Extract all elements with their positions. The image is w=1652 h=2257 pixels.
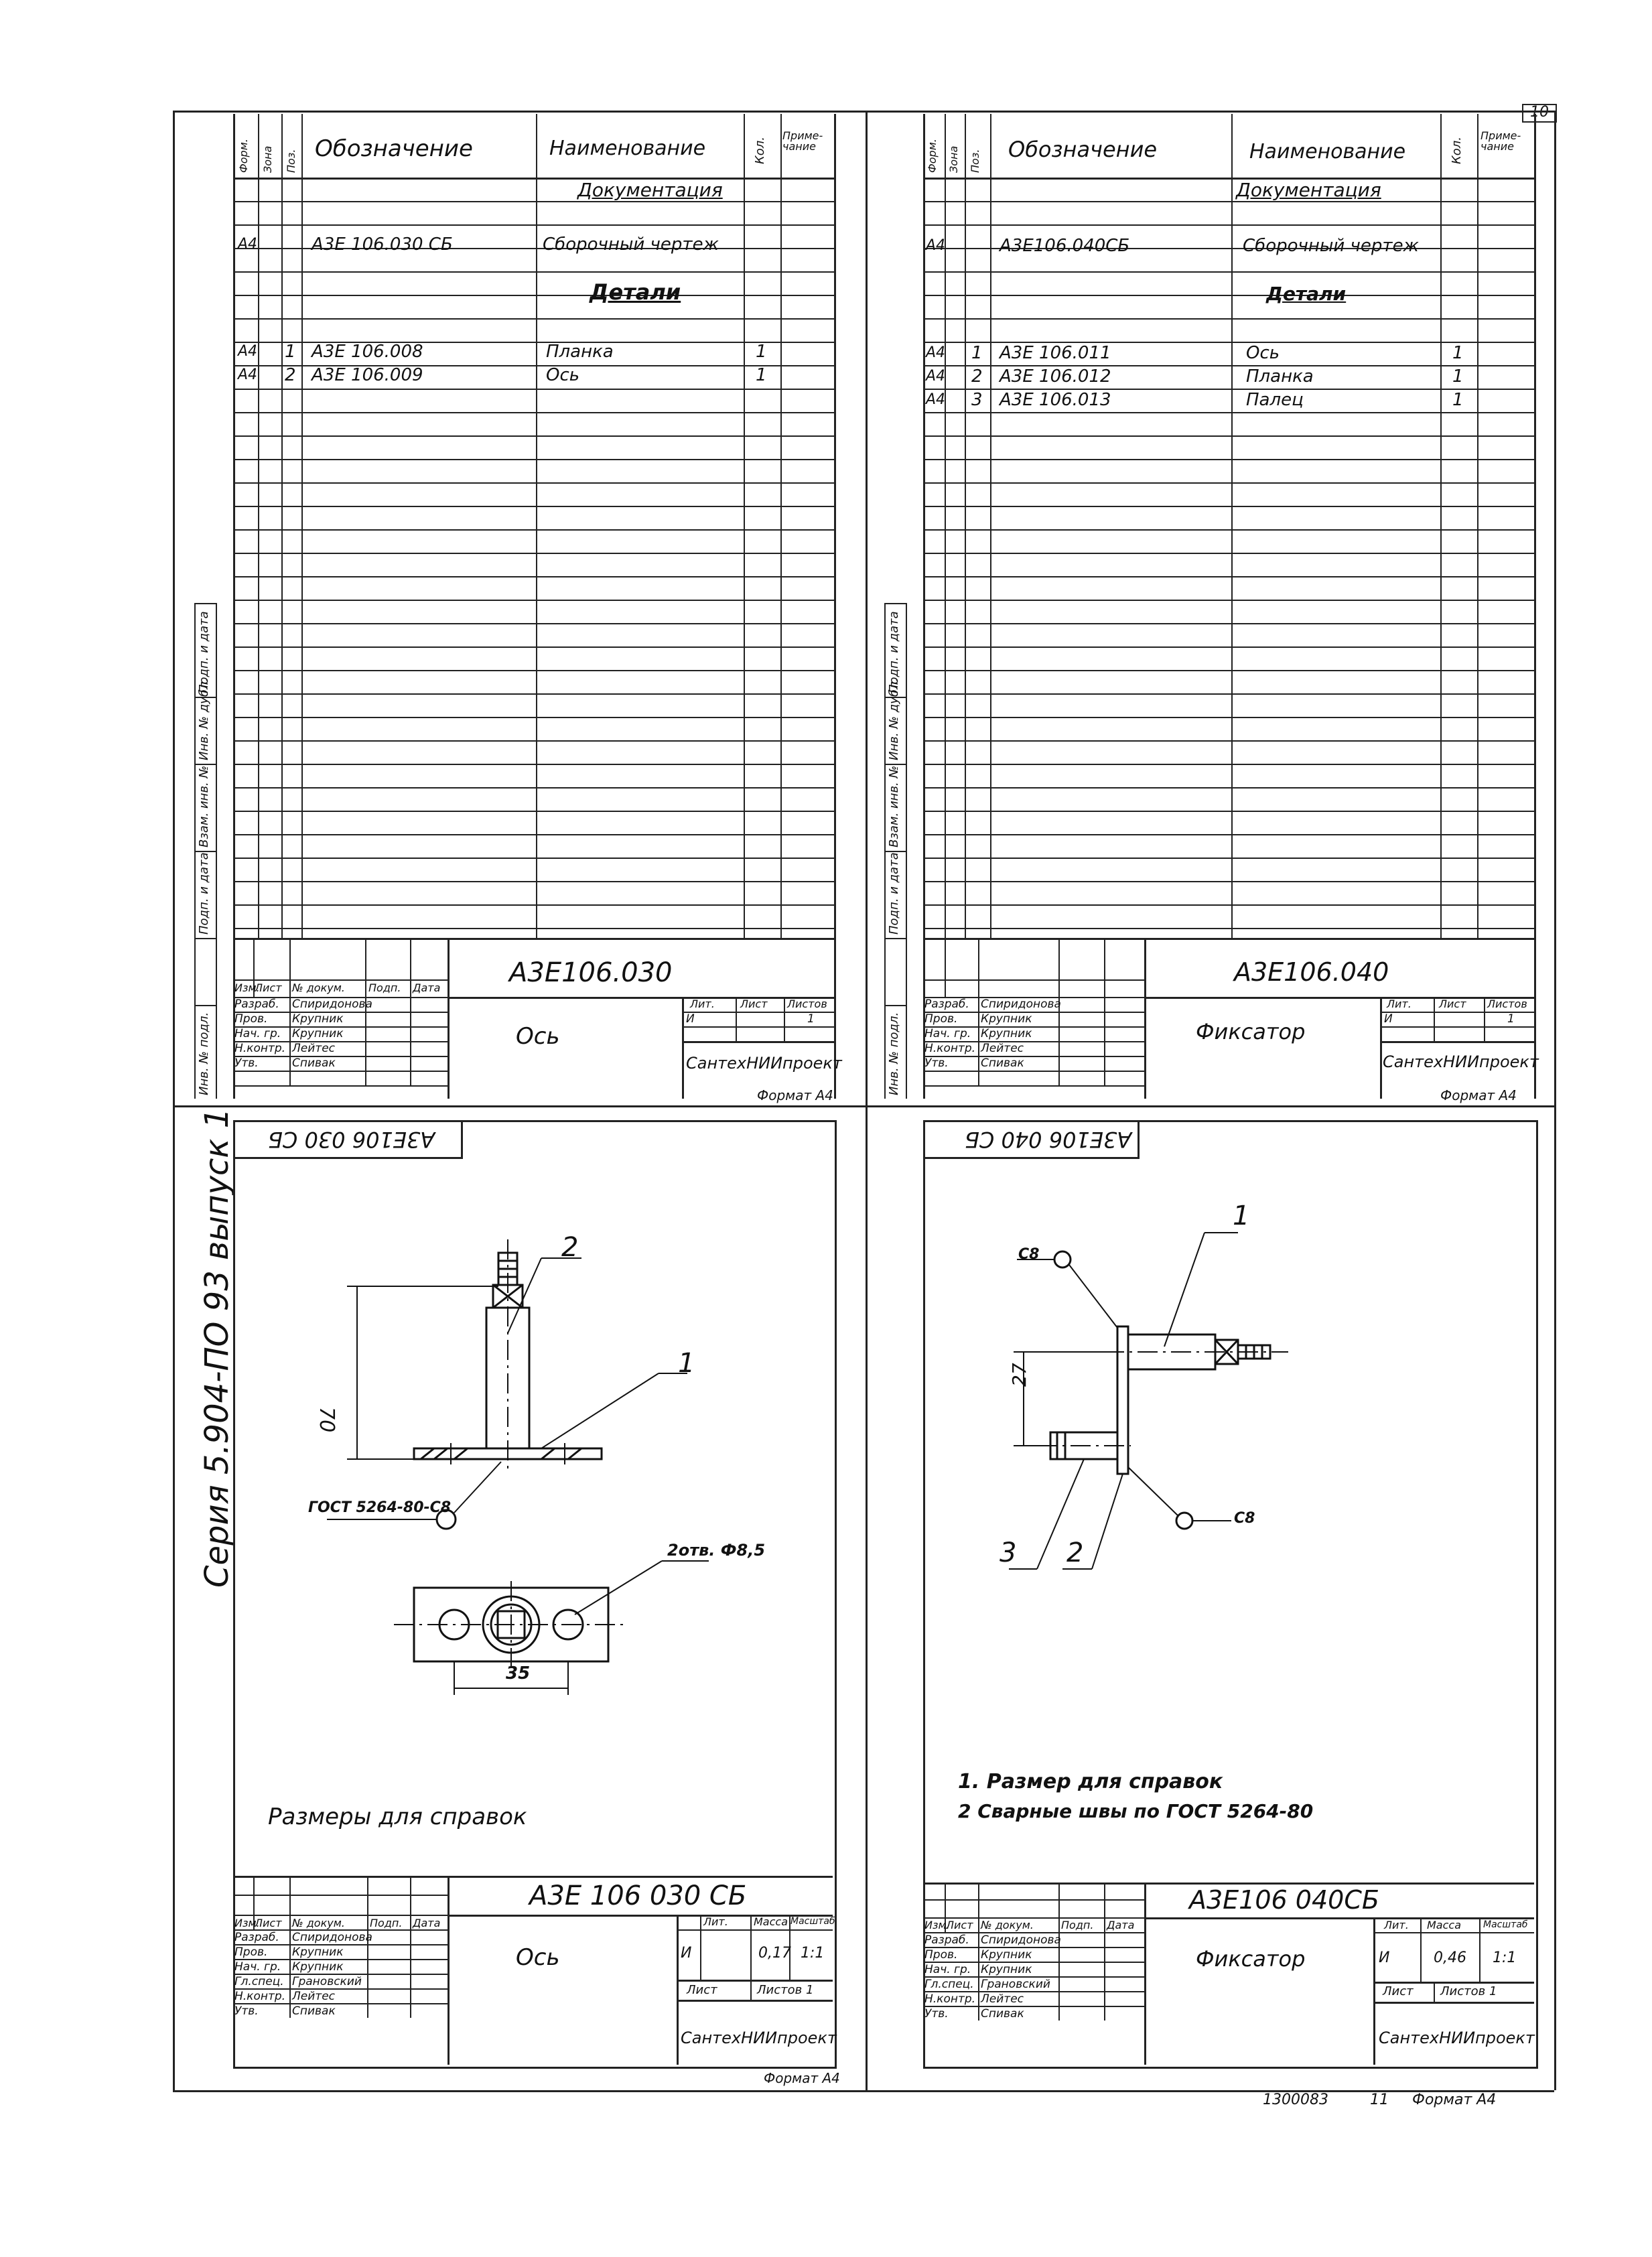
tb-row: Утв.	[234, 1056, 259, 1070]
weld-bottom: С8	[1234, 1510, 1255, 1527]
row-designation: А3Е106.040СБ	[1000, 236, 1130, 256]
lit-label: Лит.	[690, 998, 715, 1010]
table-row-line	[233, 717, 834, 718]
sheets-value: 1	[1507, 1012, 1515, 1026]
tb-role: Изм.	[234, 981, 260, 994]
sheets-label: Листов	[1487, 998, 1527, 1010]
table-row-line	[923, 412, 1534, 413]
table-row-line	[233, 881, 834, 882]
tb-name: Крупник	[292, 1945, 344, 1959]
row-designation: А3Е 106.009	[312, 365, 423, 385]
row-pos: 1	[285, 342, 296, 362]
tb-role: Дата	[413, 981, 441, 994]
section-parts: Детали	[1266, 283, 1347, 305]
doc-code: А3Е106.030	[509, 957, 673, 988]
row-pos: 3	[971, 390, 983, 410]
table-row-line	[923, 717, 1534, 718]
mass-label: Масса	[754, 1915, 788, 1928]
row-name: Ось	[546, 365, 580, 385]
tb-row: Пров.	[234, 1945, 268, 1959]
section-documentation: Документация	[577, 179, 723, 201]
tb-role: Лист	[946, 1919, 973, 1931]
mass-value: 0,17	[758, 1945, 791, 1962]
tb-row: Разраб.	[234, 998, 279, 1011]
note-2: 2 Сварные швы по ГОСТ 5264-80	[958, 1800, 1314, 1822]
leader-label-2: 2	[561, 1232, 579, 1263]
footer-page: 11	[1370, 2092, 1389, 2108]
tb-row: Н.контр.	[924, 1992, 976, 2006]
row-pos: 2	[285, 365, 296, 385]
doc-code: А3Е106.040	[1234, 957, 1389, 987]
tb-role: № докум.	[292, 1917, 345, 1929]
row-pos: 1	[971, 343, 983, 363]
row-name: Планка	[546, 342, 614, 362]
leader-label-3: 3	[1000, 1537, 1017, 1568]
tb-role: Подп.	[370, 1917, 403, 1929]
row-qty: 1	[1452, 343, 1464, 363]
table-row-line	[233, 224, 834, 226]
table-row-line	[923, 858, 1534, 859]
sheet-label: Лист	[687, 1983, 717, 1997]
table-row-line	[923, 295, 1534, 296]
tb-name: Лейтес	[981, 1992, 1024, 2006]
lit-label: Лит.	[703, 1915, 728, 1928]
stamp-label: Подп. и дата	[197, 852, 211, 935]
page-number: 10	[1530, 104, 1549, 121]
lit-label: Лит.	[1387, 998, 1412, 1010]
table-row-line	[233, 670, 834, 671]
table-row-line	[233, 271, 834, 273]
row-designation: А3Е 106.013	[1000, 390, 1111, 410]
table-row-line	[233, 928, 834, 929]
tb-row: Н.контр.	[234, 1042, 286, 1055]
table-row-line	[233, 318, 834, 320]
table-row-line	[923, 224, 1534, 226]
row-qty: 1	[756, 365, 767, 385]
row-name: Сборочный чертеж	[543, 234, 719, 255]
table-row-line	[923, 740, 1534, 742]
frame-center	[866, 111, 868, 2090]
row-qty: 1	[1452, 366, 1464, 387]
sheets-label: Листов	[787, 998, 827, 1010]
row-format: А4	[238, 236, 258, 253]
tb-role: Лист	[255, 981, 282, 994]
stamp-label: Инв. № дубл.	[887, 677, 901, 760]
table-row-line	[923, 670, 1534, 671]
table-row-line	[233, 600, 834, 601]
doc-title: Фиксатор	[1196, 1946, 1306, 1972]
tb-row: Разраб.	[924, 998, 969, 1011]
footer-format: Формат А4	[1412, 2092, 1497, 2108]
dim-width: 35	[506, 1663, 531, 1684]
tb-name: Крупник	[981, 1963, 1032, 1976]
table-row-line	[233, 646, 834, 648]
lit-value: И	[681, 1945, 692, 1962]
lit-value: И	[686, 1012, 695, 1026]
tb-row: Пров.	[924, 1012, 958, 1026]
organization: СантехНИИпроект	[1379, 2029, 1535, 2047]
organization: СантехНИИпроект	[1383, 1052, 1539, 1071]
table-row-line	[923, 553, 1534, 554]
tb-name: Крупник	[981, 1012, 1032, 1026]
table-row-line	[233, 389, 834, 390]
tb-name: Крупник	[981, 1948, 1032, 1962]
col-header-format: Форм.	[926, 139, 939, 173]
scale-value: 1:1	[801, 1945, 825, 1962]
leader-label-1: 1	[1233, 1201, 1250, 1231]
tb-role: № докум.	[292, 981, 345, 994]
stamp-label: Подп. и дата	[887, 611, 901, 693]
table-row-line	[233, 576, 834, 577]
tb-row: Утв.	[924, 2007, 949, 2021]
tb-name: Крупник	[292, 1012, 344, 1026]
section-documentation: Документация	[1236, 179, 1381, 201]
col-header-note: Приме-чание	[782, 129, 823, 153]
format-label: Формат А4	[764, 2070, 840, 2086]
mass-value: 0,46	[1434, 1950, 1466, 1966]
col-header-name: Наименование	[1249, 140, 1406, 163]
tb-name: Лейтес	[292, 1990, 335, 2003]
mass-label: Масса	[1427, 1919, 1462, 1931]
organization: СантехНИИпроект	[681, 2029, 837, 2047]
tb-row: Утв.	[234, 2004, 259, 2018]
stamp-label: Взам. инв. №	[887, 765, 901, 847]
sheet-label: Лист	[1383, 1984, 1414, 1998]
frame-top	[173, 111, 1554, 113]
col-header-pos: Поз.	[969, 149, 981, 173]
sheets-label: Листов 1	[1440, 1984, 1497, 1998]
note-1: 1. Размер для справок	[958, 1770, 1223, 1793]
tb-role: Изм.	[924, 1919, 950, 1931]
tb-name: Спиридонова	[292, 1931, 372, 1944]
table-row-line	[233, 435, 834, 437]
latch-drawing	[923, 1159, 1534, 1695]
table-row-line	[923, 623, 1534, 624]
sheets-label: Листов 1	[757, 1983, 814, 1997]
lit-value: И	[1379, 1950, 1390, 1966]
dim-height: 70	[315, 1407, 338, 1433]
row-qty: 1	[756, 342, 767, 362]
sheet-label: Лист	[1439, 998, 1466, 1010]
col-header-zone: Зона	[947, 145, 960, 173]
tb-row: Нач. гр.	[924, 1963, 971, 1976]
row-format: А4	[926, 344, 946, 361]
row-designation: А3Е 106.030 СБ	[312, 234, 453, 255]
lit-label: Лит.	[1384, 1919, 1409, 1931]
tb-name: Спиридонова	[292, 998, 372, 1011]
tb-role: Подп.	[1061, 1919, 1094, 1931]
frame-left	[173, 111, 175, 2090]
row-name: Сборочный чертеж	[1243, 236, 1419, 256]
frame-right	[1554, 111, 1556, 2090]
row-format: А4	[238, 343, 258, 360]
tb-name: Крупник	[981, 1027, 1032, 1040]
frame-bottom	[173, 2090, 1554, 2092]
stamp-label: Взам. инв. №	[197, 765, 211, 847]
tb-row: Разраб.	[234, 1931, 279, 1944]
table-row-line	[923, 435, 1534, 437]
tb-name: Грановский	[981, 1978, 1050, 1991]
table-row-line	[923, 811, 1534, 812]
table-row-line	[233, 553, 834, 554]
weld-top: С8	[1018, 1246, 1040, 1263]
footer-code: 1300083	[1263, 2092, 1328, 2108]
corner-code: А3Е106 030 СБ	[268, 1127, 435, 1152]
tb-row: Пров.	[234, 1012, 268, 1026]
tb-name: Спивак	[292, 2004, 336, 2018]
stamp-label: Инв. № дубл.	[197, 677, 211, 760]
col-header-format: Форм.	[237, 139, 250, 173]
table-row-line	[923, 318, 1534, 320]
row-format: А4	[238, 366, 258, 383]
tb-role: Дата	[413, 1917, 441, 1929]
tb-name: Грановский	[292, 1975, 362, 1988]
col-header-pos: Поз.	[285, 149, 297, 173]
weld-spec: ГОСТ 5264-80-С8	[308, 1499, 452, 1516]
stamp-label: Подп. и дата	[197, 611, 211, 693]
stamp-label: Инв. № подл.	[197, 1012, 211, 1095]
row-name: Ось	[1246, 343, 1280, 363]
col-header-name: Наименование	[549, 137, 706, 160]
table-row-line	[233, 295, 834, 296]
table-row-line	[233, 459, 834, 460]
corner-code: А3Е106 040 СБ	[965, 1127, 1132, 1152]
tb-name: Спивак	[981, 1056, 1024, 1070]
leader-label-2: 2	[1066, 1537, 1084, 1568]
row-format: А4	[926, 368, 946, 385]
table-row-line	[923, 646, 1534, 648]
tb-row: Нач. гр.	[924, 1027, 971, 1040]
tb-role: № докум.	[981, 1919, 1034, 1931]
row-name: Палец	[1246, 390, 1304, 410]
table-row-line	[923, 787, 1534, 789]
dim-27: 27	[1008, 1363, 1030, 1387]
table-row-line	[923, 271, 1534, 273]
table-row-line	[923, 693, 1534, 695]
table-row-line	[233, 201, 834, 202]
doc-title: Ось	[516, 1023, 560, 1050]
sheet-label: Лист	[740, 998, 768, 1010]
table-row-line	[233, 787, 834, 789]
table-row-line	[233, 740, 834, 742]
table-row-line	[233, 623, 834, 624]
stamp-label: Инв. № подл.	[887, 1012, 901, 1095]
table-row-line	[233, 529, 834, 531]
doc-title: Фиксатор	[1196, 1019, 1306, 1044]
tb-name: Спивак	[981, 2007, 1024, 2021]
col-header-designation: Обозначение	[1008, 137, 1158, 162]
axle-drawing	[233, 1159, 833, 1795]
leader-label-1: 1	[678, 1348, 695, 1379]
table-row-line	[923, 881, 1534, 882]
table-row-line	[233, 904, 834, 906]
tb-row: Нач. гр.	[234, 1027, 281, 1040]
table-row-line	[923, 576, 1534, 577]
sheets-value: 1	[807, 1012, 815, 1026]
tb-name: Лейтес	[981, 1042, 1024, 1055]
tb-role: Подп.	[368, 981, 401, 994]
row-designation: А3Е 106.012	[1000, 366, 1111, 387]
scale-label: Масштаб	[1483, 1919, 1528, 1930]
col-header-qty: Кол.	[1450, 136, 1464, 164]
table-row-line	[233, 693, 834, 695]
tb-name: Лейтес	[292, 1042, 335, 1055]
table-row-line	[233, 412, 834, 413]
table-row-line	[923, 506, 1534, 507]
table-row-line	[233, 764, 834, 765]
row-designation: А3Е 106.011	[1000, 343, 1111, 363]
table-row-line	[923, 834, 1534, 835]
tb-row: Н.контр.	[924, 1042, 976, 1055]
tb-name: Крупник	[292, 1960, 344, 1974]
tb-role: Дата	[1107, 1919, 1135, 1931]
tb-role: Изм.	[234, 1917, 260, 1929]
table-row-line	[233, 858, 834, 859]
lit-value: И	[1384, 1012, 1393, 1026]
tb-name: Спивак	[292, 1056, 336, 1070]
table-row-line	[923, 482, 1534, 484]
table-row-line	[923, 764, 1534, 765]
col-header-zone: Зона	[261, 145, 274, 173]
section-parts: Детали	[590, 279, 681, 305]
row-format: А4	[926, 237, 946, 254]
table-row-line	[233, 482, 834, 484]
doc-code: А3Е106 040СБ	[1189, 1885, 1379, 1915]
tb-row: Утв.	[924, 1056, 949, 1070]
format-label: Формат А4	[1440, 1087, 1517, 1103]
col-header-designation: Обозначение	[315, 135, 473, 162]
col-header-qty: Кол.	[753, 136, 767, 164]
doc-title: Ось	[516, 1944, 560, 1971]
tb-row: Пров.	[924, 1948, 958, 1962]
series-label: Серия 5.904-ПО 93 выпуск 1	[198, 1107, 236, 1588]
row-format: А4	[926, 391, 946, 408]
doc-code: А3Е 106 030 СБ	[529, 1880, 747, 1911]
row-pos: 2	[971, 366, 983, 387]
tb-name: Спиридонова	[981, 1933, 1061, 1947]
organization: СантехНИИпроект	[686, 1054, 842, 1073]
frame-middle	[173, 1105, 1554, 1107]
tb-name: Крупник	[292, 1027, 344, 1040]
table-row-line	[233, 506, 834, 507]
table-row-line	[923, 600, 1534, 601]
tb-role: Лист	[255, 1917, 282, 1929]
tb-name: Спиридонова	[981, 998, 1061, 1011]
row-name: Планка	[1246, 366, 1314, 387]
stamp-label: Подп. и дата	[887, 852, 901, 935]
table-row-line	[923, 529, 1534, 531]
scale-value: 1:1	[1493, 1950, 1517, 1966]
tb-row: Нач. гр.	[234, 1960, 281, 1974]
table-row-line	[233, 811, 834, 812]
tb-row: Гл.спец.	[924, 1978, 974, 1991]
row-qty: 1	[1452, 390, 1464, 410]
table-row-line	[923, 459, 1534, 460]
tb-row: Разраб.	[924, 1933, 969, 1947]
col-header-note: Приме-чание	[1481, 129, 1521, 153]
tb-row: Гл.спец.	[234, 1975, 284, 1988]
row-designation: А3Е 106.008	[312, 342, 423, 362]
table-row-line	[923, 904, 1534, 906]
tb-row: Н.контр.	[234, 1990, 286, 2003]
hole-spec: 2отв. Ф8,5	[667, 1541, 766, 1560]
note-reference-dims: Размеры для справок	[268, 1803, 527, 1830]
table-row-line	[233, 834, 834, 835]
format-label: Формат А4	[757, 1087, 833, 1103]
table-row-line	[923, 928, 1534, 929]
scale-label: Масштаб	[790, 1916, 835, 1927]
table-row-line	[923, 201, 1534, 202]
